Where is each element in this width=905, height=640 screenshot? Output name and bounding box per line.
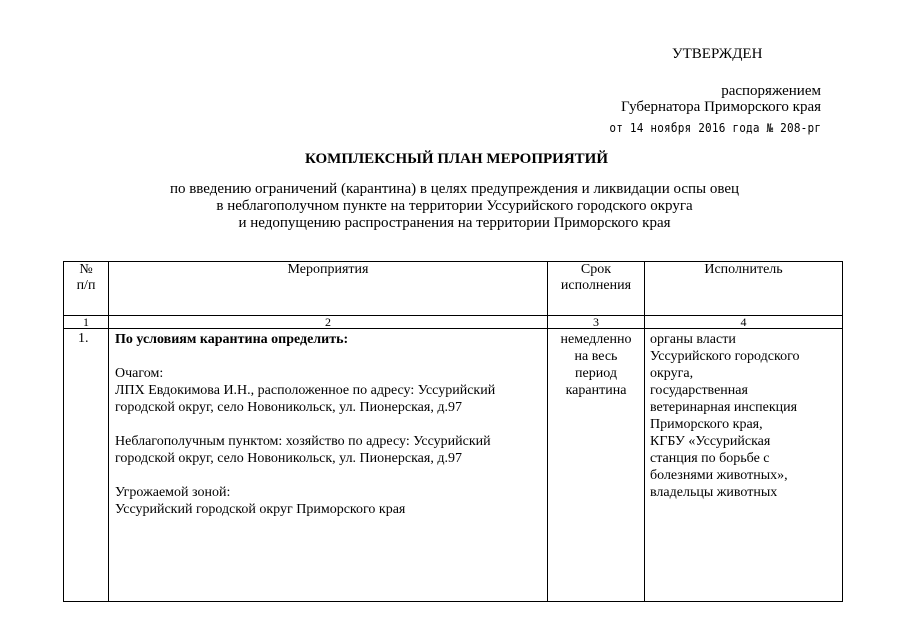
approval-title: УТВЕРЖДЕН	[672, 46, 763, 62]
row-measures	[109, 329, 548, 602]
row-deadline	[548, 329, 645, 602]
header-number-sign: №	[79, 262, 93, 277]
measures-heading: По условиям карантина определить:	[115, 332, 349, 347]
executor-line: государственная	[650, 383, 748, 398]
executor-line: владельцы животных	[650, 485, 778, 500]
approval-line-2: Губернатора Приморского края	[621, 99, 821, 115]
approval-line-1: распоряжением	[721, 83, 821, 99]
header-deadline-line: Срок	[580, 262, 612, 277]
subtitle-line: по введению ограничений (карантина) в целях предупреждения и ликвидации оспы овец	[169, 181, 740, 197]
executor-line: станция по борьбе с	[650, 451, 770, 466]
deadline-line: на весь	[574, 349, 618, 364]
column-number: 4	[645, 316, 843, 329]
subtitle-line: в неблагополучном пункте на территории Уссурийского городского округа	[216, 198, 693, 214]
measures-table	[63, 261, 843, 602]
row-executor	[645, 329, 843, 602]
row-number: 1.	[64, 329, 109, 602]
executor-line: округа,	[650, 366, 694, 381]
threat-zone-text: Уссурийский городской округ Приморского края	[115, 502, 406, 517]
deadline-line: немедленно	[560, 332, 632, 347]
focus-text: ЛПХ Евдокимова И.Н., расположенное по адресу: Уссурийский городской округ, село Новоникольск, ул. Пионерская, д.97	[115, 383, 496, 415]
column-number: 1	[64, 316, 109, 329]
header-measures: Мероприятия	[109, 262, 548, 316]
executor-line: ветеринарная инспекция	[650, 400, 798, 415]
header-deadline	[548, 262, 645, 316]
header-deadline-line: исполнения	[560, 278, 632, 293]
executor-line: КГБУ «Уссурийская	[650, 434, 771, 449]
executor-line: Уссурийского городского	[650, 349, 800, 364]
header-number-pp: п/п	[76, 278, 96, 293]
threat-zone-label: Угрожаемой зоной:	[115, 485, 231, 500]
approval-decree-reference: от 14 ноября 2016 года № 208-рг	[609, 121, 821, 135]
table-header-row	[64, 262, 843, 316]
unfavorable-point-text: Неблагополучным пунктом: хозяйство по адресу: Уссурийский городской округ, село Новоникольск, ул. Пионерская, д.97	[115, 434, 491, 466]
header-executor: Исполнитель	[645, 262, 843, 316]
executor-line: болезнями животных»,	[650, 468, 788, 483]
document-subtitle	[0, 181, 905, 232]
deadline-line: карантина	[565, 383, 627, 398]
column-number: 2	[109, 316, 548, 329]
column-number: 3	[548, 316, 645, 329]
table-row	[64, 329, 843, 602]
deadline-line: период	[575, 366, 617, 381]
document-title: КОМПЛЕКСНЫЙ ПЛАН МЕРОПРИЯТИЙ	[305, 151, 608, 167]
subtitle-line: и недопущению распространения на территории Приморского края	[238, 215, 671, 231]
executor-line: органы власти	[650, 332, 736, 347]
focus-label: Очагом:	[115, 366, 164, 381]
executor-line: Приморского края,	[650, 417, 763, 432]
column-number-row	[64, 316, 843, 329]
header-number	[64, 262, 109, 316]
